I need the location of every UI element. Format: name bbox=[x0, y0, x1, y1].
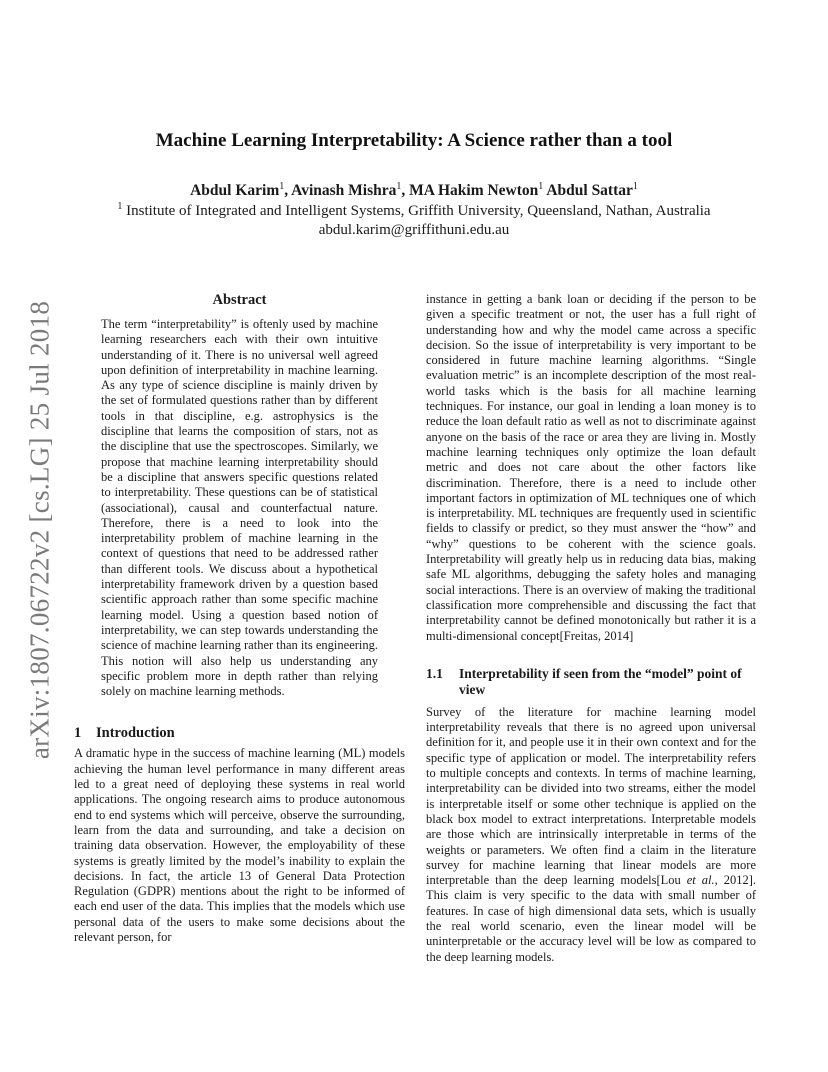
author-separator: , bbox=[401, 182, 410, 199]
section-title: Introduction bbox=[96, 725, 175, 742]
paper-title: Machine Learning Interpretability: A Science rather than a tool bbox=[155, 130, 673, 151]
author-name: MA Hakim Newton bbox=[409, 182, 539, 199]
subsection-text-part-1: Survey of the literature for machine learning model interpretability reveals that there is no agreed upon universal definition for it, and people use it in their own context and for the specific type of application or model. The interpretability refers to multiple concepts and contexts. In terms of machine learning, interpretability can be divided into two streams, either the model is interpretable itself or some other technique is applied on the black box model to extract interpretations. Interpretable models are those which are intrinsically interpretable in terms of the weights or parameters. We often find a claim in the literature survey for machine learning that linear models are more interpretable than the deep learning models[Lou bbox=[426, 704, 756, 888]
subsection-title: Interpretability if seen from the “model” point of view bbox=[459, 665, 742, 698]
subsection-heading-model-view bbox=[426, 666, 756, 699]
subsection-text bbox=[426, 705, 756, 965]
abstract-text: The term “interpretability” is oftenly used by machine learning researchers each with their own intuitive understanding of it. There is no universal well agreed upon definition of interpretability in machine learning. As any type of science discipline is mainly driven by the set of formulated questions rather than by different tools in that discipline, e.g. astrophysics is the discipline that learns the composition of stars, not as the discipline that use the spectroscopes. Similarly, we propose that machine learning interpretability should be a discipline that answers specific questions related to interpretability. These questions can be of statistical (associational), causal and counterfactual nature. Therefore, there is a need to look into the interpretability problem of machine learning in the context of questions that need to be addressed rather than different tools. We discuss about a hypothetical interpretability framework driven by a question based scientific approach rather than some specific machine learning model. Using a question based notion of interpretability, we can step towards understanding the science of machine learning rather than its engineering. This notion will also help us understanding any specific problem more in depth rather than relying solely on machine learning methods. bbox=[101, 317, 378, 699]
author-name: Abdul Sattar bbox=[546, 182, 633, 199]
author-affiliation-marker: 1 bbox=[279, 180, 285, 192]
affiliation-marker: 1 bbox=[117, 201, 123, 212]
introduction-text: A dramatic hype in the success of machine learning (ML) models achieving the human level performance in many different areas led to a great need of deploying these systems in real world applications. The ongoing research aims to produce autonomous end to end systems which will perceive, observe the surrounding, learn from the data and surrounding, and take a decision on training data observation. However, the employability of these systems is greatly limited by the model’s inability to explain the decisions. In fact, the article 13 of General Data Protection Regulation (GDPR) mentions about the right to be informed of each end user of the data. This implies that the models which use personal data of the users to make some decisions about the relevant person, for bbox=[74, 746, 405, 944]
author-affiliation-marker: 1 bbox=[538, 180, 544, 192]
author-affiliation-marker: 1 bbox=[396, 180, 402, 192]
arxiv-identifier-stamp: arXiv:1807.06722v2 [cs.LG] 25 Jul 2018 bbox=[24, 300, 55, 760]
author-list bbox=[0, 182, 828, 200]
left-column bbox=[74, 292, 405, 945]
citation-et-al: et al. bbox=[686, 873, 715, 888]
section-heading-introduction bbox=[74, 725, 405, 742]
author-email: abdul.karim@griffithuni.edu.au bbox=[318, 222, 510, 238]
author-affiliation-marker: 1 bbox=[632, 180, 638, 192]
author-name: Abdul Karim bbox=[190, 182, 280, 199]
abstract-heading: Abstract bbox=[212, 292, 267, 308]
author-separator: , bbox=[284, 182, 292, 199]
right-column bbox=[426, 292, 756, 965]
section-number: 1 bbox=[74, 725, 82, 742]
subsection-text-part-2: , 2012]. This claim is very specific to the data with small number of features. In case of high dimensional data sets, which is usually the real world scenario, even the linear model will be uninterpretable or the accuracy level will be low as compared to the deep learning models. bbox=[426, 873, 756, 964]
affiliation bbox=[0, 203, 828, 220]
subsection-number: 1.1 bbox=[426, 665, 443, 681]
author-name: Avinash Mishra bbox=[291, 182, 397, 199]
introduction-continuation-text: instance in getting a bank loan or deciding if the person to be given a specific treatment or not, the user has a full right of understanding how and why the model came across a specific decision. So the issue of interpretability is very important to be considered in future machine learning algorithms. “Single evaluation metric” is an incomplete description of the most real-world tasks which is the basis for all machine learning techniques. For instance, our goal in lending a loan money is to reduce the loan default ratio as well as not to discriminate against anyone on the basis of the race or area they are living in. Mostly machine learning techniques only optimize the loan default metric and does not care about the other factors like discrimination. Therefore, there is a need to include other important factors in optimization of ML techniques one of which is interpretability. ML techniques are frequently used in scientific fields to classify or predict, so they must answer the “how” and “why” questions to be coherent with the science goals. Interpretability will greatly help us in reducing data bias, making safe ML algorithms, debugging the safety holes and managing social interactions. There is an overview of making the traditional classification more comprehensible and discussing the fact that interpretability cannot be defined monotonically but rather it is a multi-dimensional concept[Freitas, 2014] bbox=[426, 292, 756, 643]
affiliation-text: Institute of Integrated and Intelligent Systems, Griffith University, Queensland, Nathan, Australia bbox=[126, 203, 711, 219]
